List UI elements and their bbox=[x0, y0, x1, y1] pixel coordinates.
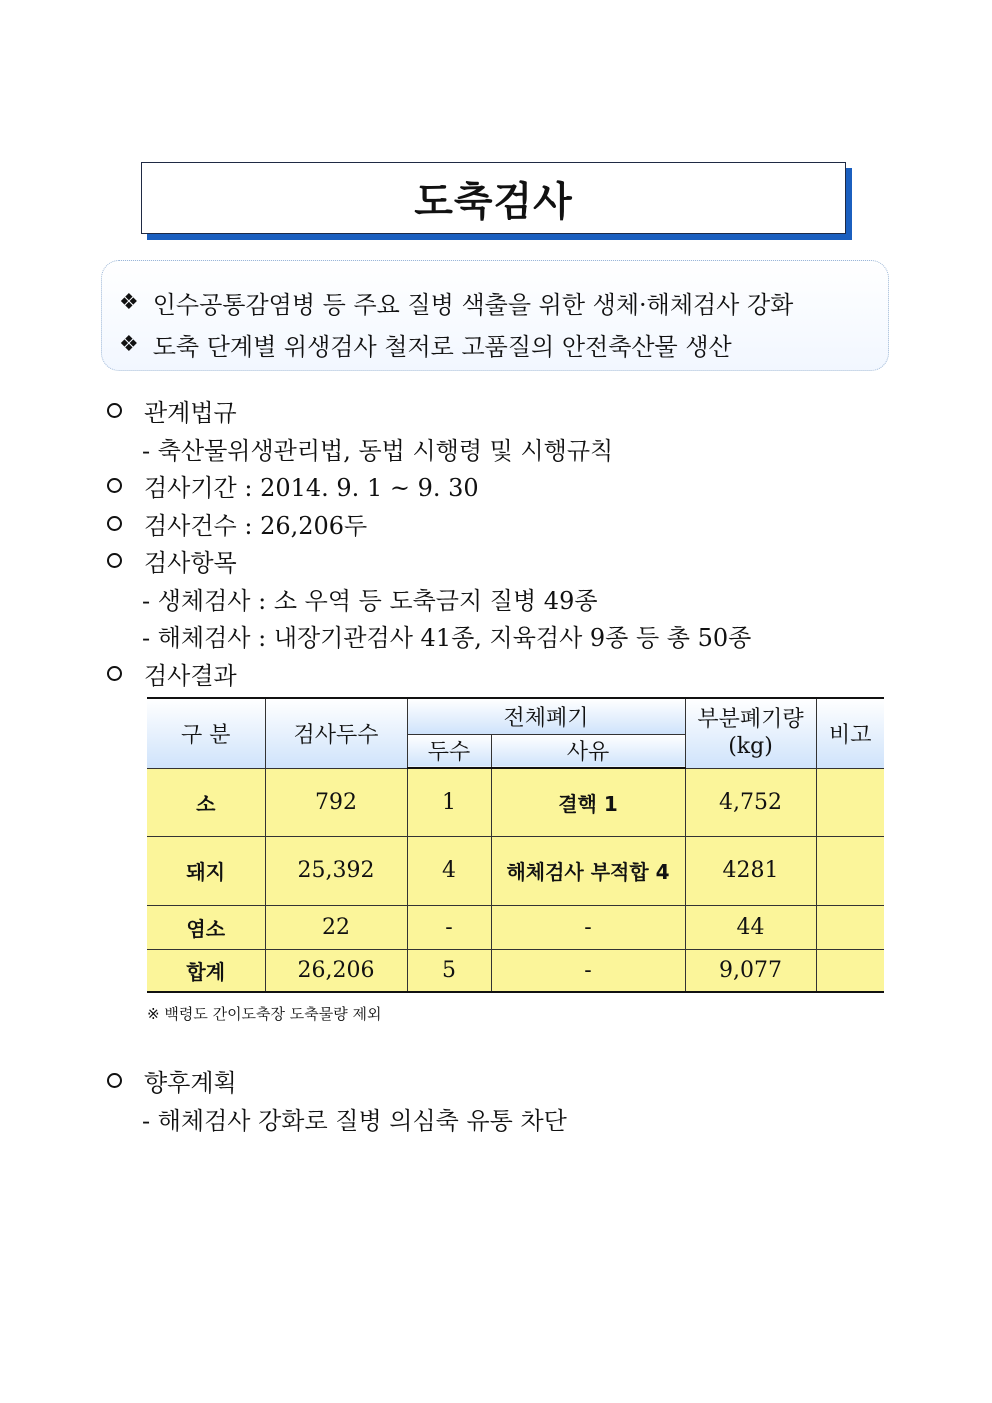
circle-bullet-icon bbox=[107, 666, 122, 681]
section-heading: 검사기간 : 2014. 9. 1 ~ 9. 30 bbox=[144, 474, 479, 502]
header-partial-disposal: 부분폐기량 (kg) bbox=[685, 698, 816, 768]
cell-category: 합계 bbox=[147, 949, 265, 992]
circle-bullet-icon bbox=[107, 553, 122, 568]
cell-heads: 4 bbox=[407, 836, 491, 905]
section-detail: - 해체검사 : 내장기관검사 41종, 지육검사 9종 등 총 50종 bbox=[142, 624, 752, 652]
section-results bbox=[107, 656, 237, 691]
header-total-disposal: 전체폐기 bbox=[407, 698, 685, 734]
summary-item bbox=[119, 323, 888, 365]
cell-category: 소 bbox=[147, 768, 265, 836]
cell-heads: 5 bbox=[407, 949, 491, 992]
circle-bullet-icon bbox=[107, 403, 122, 418]
section-heading: 검사결과 bbox=[144, 662, 237, 690]
cell-heads: - bbox=[407, 905, 491, 949]
diamond-bullet-icon: ❖ bbox=[119, 289, 139, 315]
cell-reason: 결핵 1 bbox=[491, 768, 685, 836]
summary-item bbox=[119, 281, 888, 323]
section-items bbox=[107, 543, 237, 578]
cell-remarks bbox=[816, 949, 884, 992]
table-row bbox=[147, 768, 884, 836]
diamond-bullet-icon: ❖ bbox=[119, 331, 139, 357]
cell-reason: - bbox=[491, 949, 685, 992]
circle-bullet-icon bbox=[107, 1073, 122, 1088]
section-detail: - 해체검사 강화로 질병 의심축 유통 차단 bbox=[142, 1107, 567, 1135]
header-inspected: 검사두수 bbox=[265, 698, 407, 768]
cell-reason: 해체검사 부적합 4 bbox=[491, 836, 685, 905]
cell-partial: 4281 bbox=[685, 836, 816, 905]
table-row bbox=[147, 905, 884, 949]
summary-text: 도축 단계별 위생검사 철저로 고품질의 안전축산물 생산 bbox=[152, 332, 732, 361]
cell-remarks bbox=[816, 836, 884, 905]
cell-category: 돼지 bbox=[147, 836, 265, 905]
cell-inspected: 25,392 bbox=[265, 836, 407, 905]
cell-category: 염소 bbox=[147, 905, 265, 949]
cell-reason: - bbox=[491, 905, 685, 949]
cell-partial: 44 bbox=[685, 905, 816, 949]
section-heading: 검사건수 : 26,206두 bbox=[144, 512, 368, 540]
cell-inspected: 792 bbox=[265, 768, 407, 836]
cell-remarks bbox=[816, 768, 884, 836]
results-table bbox=[147, 697, 884, 993]
page-title: 도축검사 bbox=[414, 178, 573, 225]
section-count bbox=[107, 506, 367, 541]
summary-box bbox=[101, 260, 889, 371]
cell-inspected: 26,206 bbox=[265, 949, 407, 992]
section-heading: 향후계획 bbox=[144, 1069, 237, 1097]
table-row-total bbox=[147, 949, 884, 992]
cell-partial: 9,077 bbox=[685, 949, 816, 992]
header-heads: 두수 bbox=[407, 734, 491, 768]
section-plan bbox=[107, 1063, 237, 1098]
table-note: ※ 백령도 간이도축장 도축물량 제외 bbox=[147, 1005, 382, 1023]
section-heading: 검사항목 bbox=[144, 549, 237, 577]
table-row bbox=[147, 836, 884, 905]
title-box bbox=[141, 162, 846, 234]
header-remarks: 비고 bbox=[816, 698, 884, 768]
circle-bullet-icon bbox=[107, 516, 122, 531]
section-period bbox=[107, 468, 479, 503]
header-reason: 사유 bbox=[491, 734, 685, 768]
header-category: 구 분 bbox=[147, 698, 265, 768]
section-law bbox=[107, 393, 237, 428]
section-detail: - 생체검사 : 소 우역 등 도축금지 질병 49종 bbox=[142, 587, 598, 615]
cell-inspected: 22 bbox=[265, 905, 407, 949]
section-heading: 관계법규 bbox=[144, 399, 237, 427]
circle-bullet-icon bbox=[107, 478, 122, 493]
cell-heads: 1 bbox=[407, 768, 491, 836]
cell-partial: 4,752 bbox=[685, 768, 816, 836]
summary-text: 인수공통감염병 등 주요 질병 색출을 위한 생체·해체검사 강화 bbox=[152, 290, 794, 319]
section-detail: - 축산물위생관리법, 동법 시행령 및 시행규칙 bbox=[142, 437, 614, 465]
cell-remarks bbox=[816, 905, 884, 949]
